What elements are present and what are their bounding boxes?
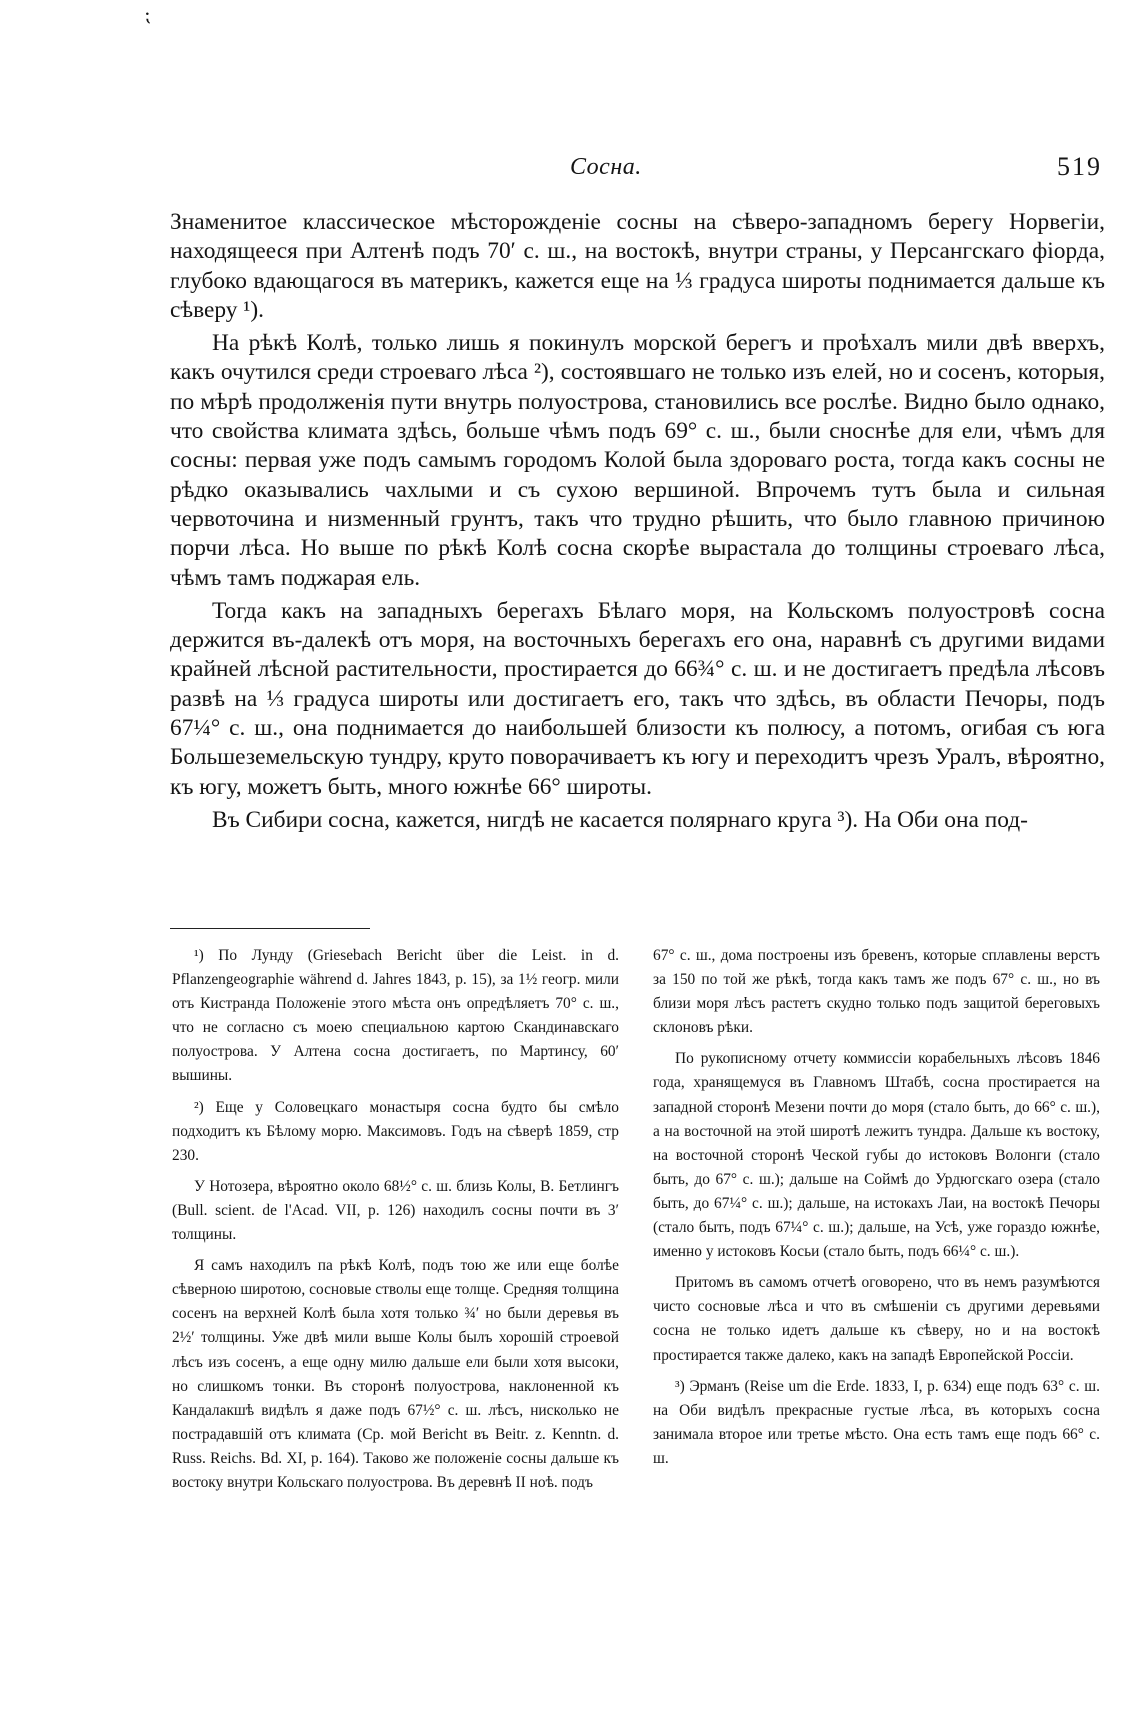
paragraph: Знаменитое классическое мѣсторожденіе сосны на сѣверо-западномъ берегу Норвегіи, находящееся при Алтенѣ подъ 70′ с. ш., на востокѣ, внутри страны, у Персангскаго фіорда, глубоко вдающагося въ материкъ, кажется еще на ⅓ градуса широты поднимается дальше къ сѣверу ¹). bbox=[170, 209, 1105, 323]
footnote: Притомъ въ самомъ отчетѣ оговорено, что въ немъ разумѣются чисто сосновые лѣса и что въ смѣшеніи съ другими деревьями сосна не только идетъ дальше къ сѣверу, но и на востокѣ простирается также далеко, какъ на западѣ Европейской Россіи. bbox=[653, 1274, 1100, 1364]
running-title: Сосна. bbox=[570, 154, 642, 180]
margin-mark: ⁏ bbox=[144, 4, 151, 26]
footnote: По рукописному отчету коммиссіи корабельныхъ лѣсовъ 1846 года, хранящемуся въ Главномъ Штабѣ, сосна простирается на западной сторонѣ Мезени почти до моря (стало быть, до 66° с. ш.), а на восточной на этой широтѣ лежитъ тундра. Дальше къ востоку, на восточной сторонѣ Ческой губы до истоковъ Волонги (стало быть, до 67° с. ш.); дальше на Соймѣ до Урдюгскаго озера (стало быть, до 67¼° с. ш.); дальше, на истокахъ Лаи, на востокѣ Печоры (стало быть, подъ 67¼° с. ш.); дальше, на Усѣ, уже гораздо южнѣе, именно у истоковъ Косьи (стало быть, подъ 66¼° с. ш.). bbox=[653, 1050, 1100, 1261]
footnotes-left-column bbox=[172, 944, 619, 1502]
footnote: ³) Эрманъ (Reise um die Erde. 1833, I, p. 634) еще подъ 63° с. ш. на Оби видѣлъ прекрасные густые лѣса, въ которыхъ сосна занимала второе или третье мѣсто. Она есть тамъ еще подъ 66° с. ш. bbox=[653, 1377, 1100, 1467]
footnotes bbox=[172, 944, 1100, 1502]
paragraph: Тогда какъ на западныхъ берегахъ Бѣлаго моря, на Кольскомъ полуостровѣ сосна держится въ-далекѣ отъ моря, на восточныхъ берегахъ его она, наравнѣ съ другими видами крайней лѣсной растительности, простирается до 66¾° с. ш. и не достигаетъ предѣла лѣсовъ развѣ на ⅓ градуса широты или достигаетъ его, такъ что здѣсь, въ области Печоры, подъ 67¼° с. ш., она поднимается до наибольшей близости къ полюсу, а потомъ, огибая съ юга Большеземельскую тундру, круто поворачиваетъ къ югу и переходитъ чрезъ Уралъ, вѣроятно, къ югу, можетъ быть, много южнѣе 66° широты. bbox=[170, 597, 1105, 800]
footnote: ²) Еще у Соловецкаго монастыря сосна будто бы смѣло подходитъ къ Бѣлому морю. Максимовъ. Годъ на сѣверѣ 1859, стр 230. bbox=[172, 1098, 619, 1164]
paragraph: На рѣкѣ Колѣ, только лишь я покинулъ морской берегъ и проѣхалъ мили двѣ вверхъ, какъ очутился среди строеваго лѣса ²), состоявшаго не только изъ елей, но и сосенъ, которыя, по мѣрѣ продолженія пути внутрь полуострова, становились все рослѣе. Видно было однако, что свойства климата здѣсь, больше чѣмъ подъ 69° с. ш., были сноснѣе для ели, чѣмъ для сосны: первая уже подъ самымъ городомъ Колой была здороваго роста, тогда какъ сосны не рѣдко оказывались чахлыми и съ сухою вершиной. Впрочемъ тутъ была и сильная червоточина и низменный грунтъ, такъ что трудно рѣшить, что было главною причиною порчи лѣса. Но выше по рѣкѣ Колѣ сосна скорѣе вырастала до толщины строеваго лѣса, чѣмъ тамъ поджарая ель. bbox=[170, 330, 1105, 591]
main-text bbox=[170, 208, 1105, 839]
footnote: ¹) По Лунду (Griesebach Bericht über die Leist. in d. Pflanzengeographie während d. Jahres 1843, p. 15), за 1½ геогр. мили отъ Кистранда Положеніе этого мѣста онъ опредѣляетъ 70° с. ш., что не согласно съ моею специальною картою Скандинавскаго полуострова. У Алтена сосна достигаетъ, по Мартинсу, 60′ вышины. bbox=[172, 947, 619, 1085]
footnote: 67° с. ш., дома построены изъ бревенъ, которые сплавлены верстъ за 150 по той же рѣкѣ, тогда какъ тамъ же подъ 67° с. ш., но въ близи моря лѣсъ растетъ скудно только подъ защитой береговыхъ склоновъ рѣки. bbox=[653, 947, 1100, 1037]
paragraph: Въ Сибири сосна, кажется, нигдѣ не касается полярнаго круга ³). На Оби она под- bbox=[212, 806, 1028, 833]
footnote: Я самъ находилъ па рѣкѣ Колѣ, подъ тою же или еще болѣе сѣверною широтою, сосновые стволы еще толще. Средняя толщина сосенъ на верхней Колѣ была хотя только ¾′ но были деревья въ 2½′ толщины. Уже двѣ мили выше Колы былъ хорошій строевой лѣсъ изъ сосенъ, а еще одну милю дальше ели были хотя высоки, но слишкомъ тонки. Въ сторонѣ полуострова, наклоненной къ Кандалакшѣ видѣлъ я даже подъ 67½° с. ш. лѣсъ, нисколько не пострадавшій отъ климата (Ср. мой Bericht въ Beitr. z. Kenntn. d. Russ. Reichs. Bd. XI, p. 164). Таково же положеніе сосны дальше къ востоку внутри Кольскаго полуострова. Въ деревнѣ II ноѣ. подъ bbox=[172, 1257, 619, 1491]
page-header bbox=[170, 150, 1120, 194]
footnote-divider bbox=[170, 928, 370, 929]
footnotes-right-column bbox=[653, 944, 1100, 1502]
page-number: 519 bbox=[1057, 152, 1102, 181]
footnote: У Нотозера, вѣроятно около 68½° с. ш. близь Колы, В. Бетлингъ (Bull. scient. de l'Acad. VII, p. 126) находилъ сосны почти въ 3′ толщины. bbox=[172, 1177, 619, 1244]
